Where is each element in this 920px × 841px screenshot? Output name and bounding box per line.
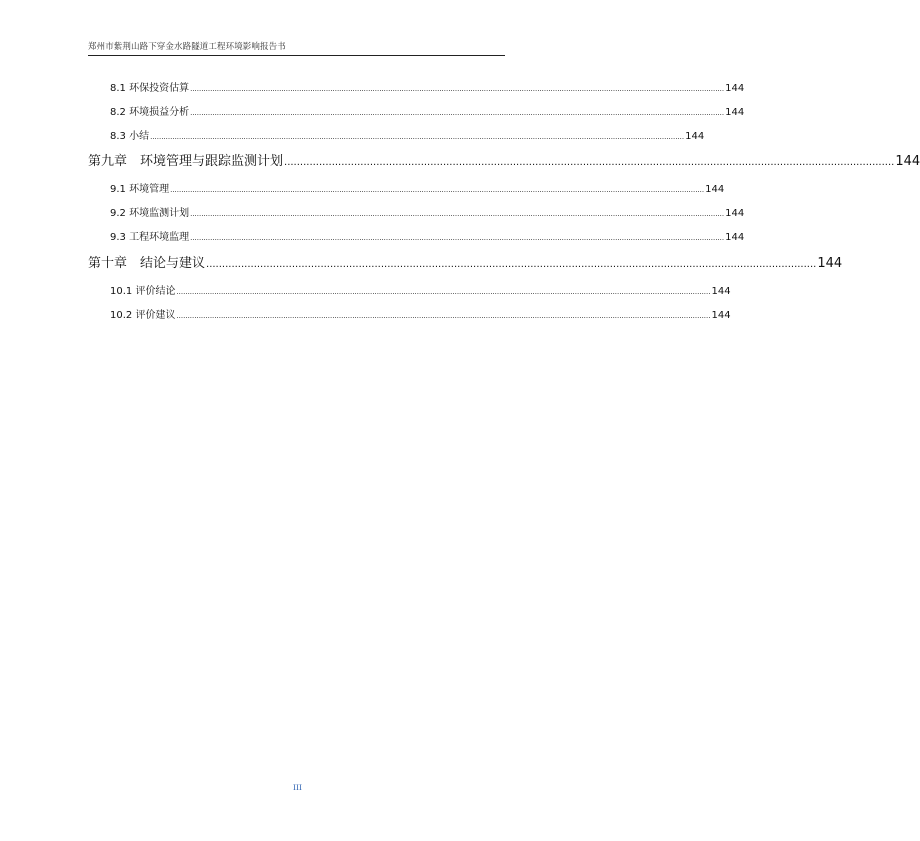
toc-entry-8-3[interactable] [88, 127, 705, 142]
toc-entry-label: 8.1 环保投资估算 [110, 83, 190, 94]
toc-entry-9-1[interactable] [88, 180, 725, 195]
toc-entry-label: 10.2 评价建议 [110, 310, 176, 321]
toc-leader-dots: ................................................................................................................................................................................................................................................ [190, 109, 725, 117]
toc-entry-label: 9.1 环境管理 [110, 184, 170, 195]
toc-entry-page: 144 [725, 107, 745, 118]
toc-leader-dots: ................................................................................................................................................................................................................................................ [190, 234, 725, 242]
toc-leader-dots: ................................................................................................................................................................................................................................................ [176, 288, 711, 296]
toc-entry-label: 9.2 环境监测计划 [110, 208, 190, 219]
toc-entry-page: 144 [725, 83, 745, 94]
toc-leader-dots: ................................................................................................................................................................................................ [206, 259, 817, 270]
toc-entry-8-2[interactable] [88, 103, 745, 118]
toc-leader-dots: ................................................................................................................................................................................................ [284, 157, 895, 168]
running-header: 郑州市紫荆山路下穿金水路隧道工程环境影响报告书 [88, 42, 286, 52]
toc-leader-dots: ................................................................................................................................................................................................................................................ [190, 210, 725, 218]
toc-entry-page: 144 [685, 131, 705, 142]
toc-entry-label: 8.2 环境损益分析 [110, 107, 190, 118]
toc-entry-page: 144 [725, 232, 745, 243]
toc-entry-page: 144 [725, 208, 745, 219]
toc-leader-dots: ................................................................................................................................................................................................................................................ [150, 133, 685, 141]
toc-entry-9-3[interactable] [88, 228, 745, 243]
toc-entry-10-1[interactable] [88, 282, 731, 297]
toc-leader-dots: ................................................................................................................................................................................................................................................ [190, 85, 725, 93]
toc-entry-9-2[interactable] [88, 204, 745, 219]
toc-entry-label: 8.3 小结 [110, 131, 150, 142]
toc-chapter-label: 第十章 结论与建议 [88, 256, 206, 271]
toc-entry-label: 9.3 工程环境监理 [110, 232, 190, 243]
toc-chapter-label: 第九章 环境管理与跟踪监测计划 [88, 154, 284, 169]
page-number: III [293, 783, 302, 792]
toc-chapter-page: 144 [895, 154, 920, 169]
toc-leader-dots: ................................................................................................................................................................................................................................................ [176, 312, 711, 320]
header-divider [88, 55, 505, 56]
toc-chapter-10[interactable] [88, 252, 843, 271]
toc-entry-page: 144 [711, 286, 731, 297]
toc-entry-label: 10.1 评价结论 [110, 286, 176, 297]
toc-entry-8-1[interactable] [88, 79, 745, 94]
toc-entry-page: 144 [705, 184, 725, 195]
toc-entry-10-2[interactable] [88, 306, 731, 321]
toc-entry-page: 144 [711, 310, 731, 321]
toc-chapter-page: 144 [817, 256, 843, 271]
toc-leader-dots: ................................................................................................................................................................................................................................................ [170, 186, 705, 194]
toc-chapter-9[interactable] [88, 150, 920, 169]
